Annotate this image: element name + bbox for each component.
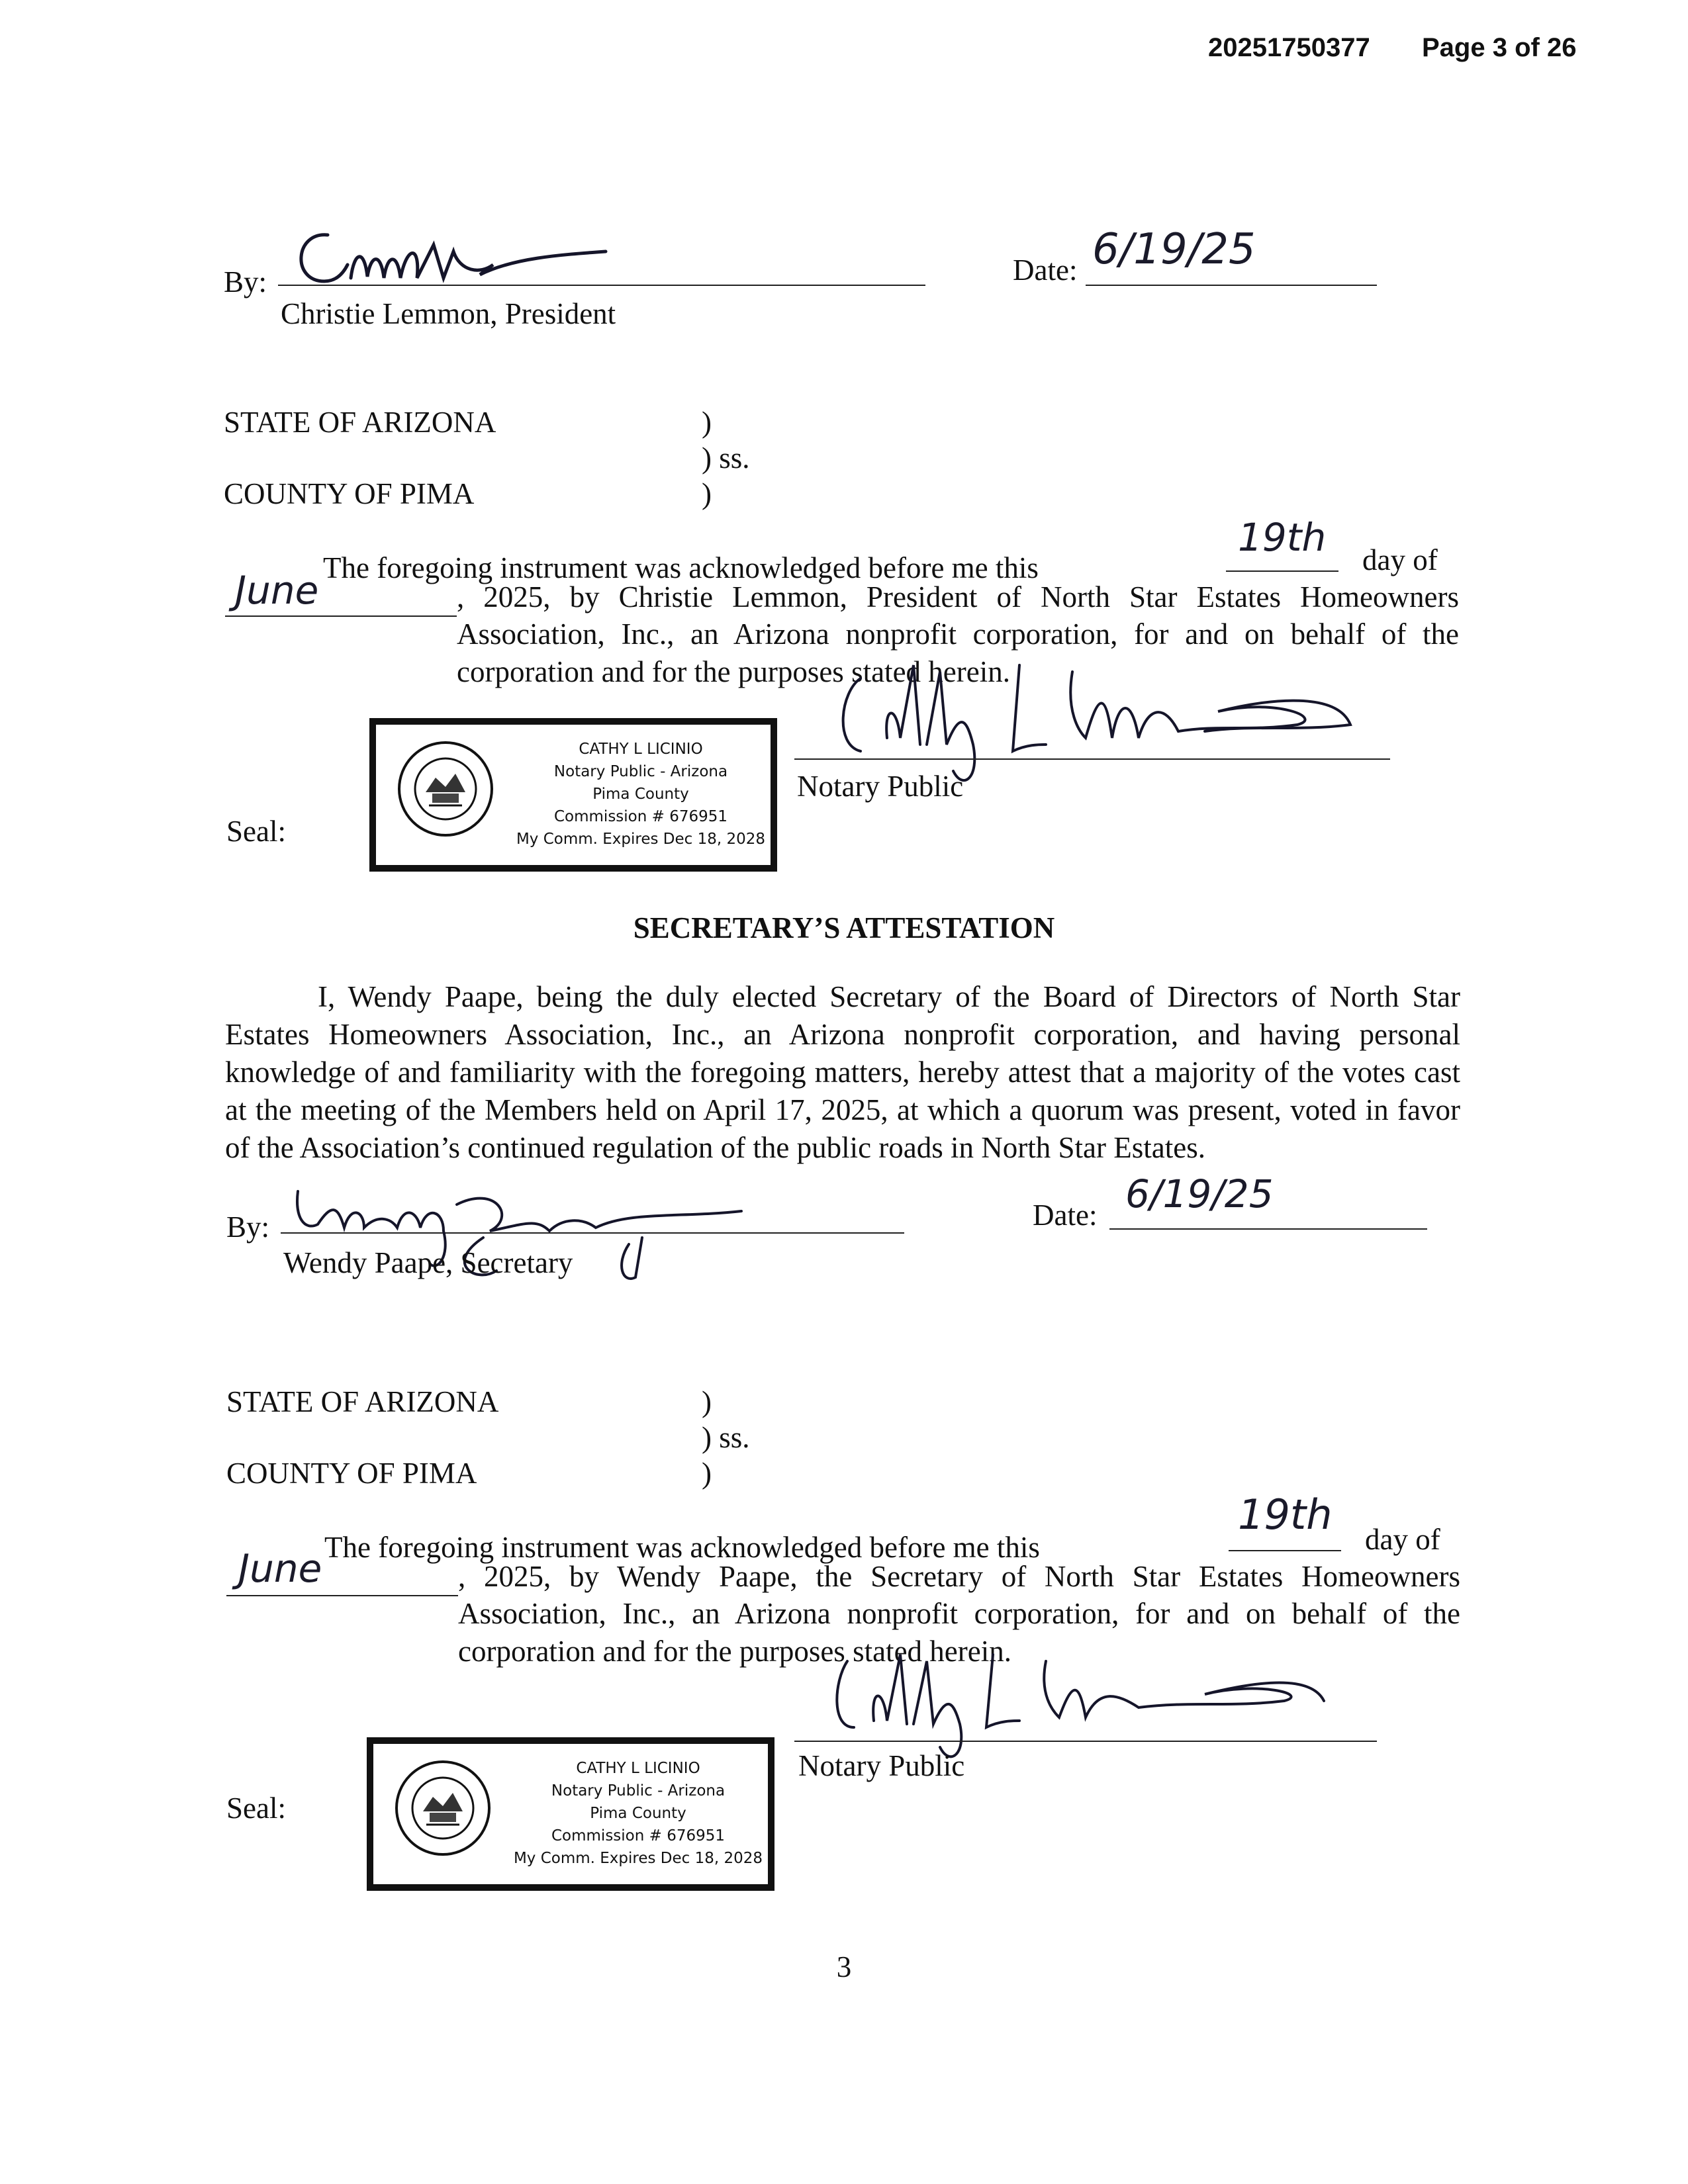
secretary-by-label: By: [226, 1210, 270, 1244]
president-signature [281, 218, 626, 298]
document-number: 20251750377 [1208, 33, 1370, 62]
notary-public-label-2: Notary Public [798, 1749, 965, 1782]
paren-1-2: ) [702, 1385, 712, 1418]
ack2-handwritten-day: 19th [1238, 1490, 1333, 1539]
ack2-text-start: The foregoing instrument was acknowledged before me this [324, 1531, 1040, 1564]
paren-3-2: ) [702, 1457, 712, 1490]
page-indicator: Page 3 of 26 [1422, 33, 1577, 62]
date-line [1086, 285, 1377, 286]
state-seal-icon [393, 1758, 492, 1858]
ack-text-start: The foregoing instrument was acknowledged before me this [323, 551, 1039, 584]
ack-text-day-of: day of [1362, 543, 1438, 576]
stamp-expires: My Comm. Expires Dec 18, 2028 [513, 1850, 763, 1867]
secretary-date-line [1109, 1228, 1427, 1230]
notary-public-label: Notary Public [797, 770, 964, 803]
handwritten-month: June [235, 568, 319, 613]
month-line [225, 615, 457, 617]
ss-label: ) ss. [702, 441, 750, 475]
stamp-name: CATHY L LICINIO [576, 1760, 700, 1777]
stamp-title: Notary Public - Arizona [551, 1782, 726, 1799]
notary-signature-line-2 [794, 1741, 1377, 1742]
stamp-commission: Commission # 676951 [551, 1827, 726, 1844]
seal-label: Seal: [226, 815, 286, 848]
paren-1: ) [702, 406, 712, 439]
state-seal-icon [396, 739, 495, 839]
stamp-title: Notary Public - Arizona [553, 763, 728, 780]
state-line: STATE OF ARIZONA [224, 406, 496, 439]
stamp-commission: Commission # 676951 [553, 808, 728, 825]
stamp-name: CATHY L LICINIO [579, 741, 703, 758]
state-line-2: STATE OF ARIZONA [226, 1385, 499, 1418]
date-label: Date: [1013, 253, 1078, 287]
signer-name: Christie Lemmon, President [281, 297, 616, 330]
secretary-handwritten-date: 6/19/25 [1125, 1171, 1274, 1216]
stamp-expires: My Comm. Expires Dec 18, 2028 [516, 831, 766, 848]
handwritten-date: 6/19/25 [1092, 225, 1256, 274]
by-label: By: [224, 265, 267, 298]
notary-signature-line [794, 758, 1390, 760]
attestation-title: SECRETARY’S ATTESTATION [633, 911, 1055, 944]
ack2-handwritten-month: June [238, 1546, 322, 1591]
stamp-county: Pima County [590, 1805, 686, 1822]
secretary-name: Wendy Paape, Secretary [283, 1246, 573, 1279]
stamp-county: Pima County [592, 786, 689, 803]
paren-3: ) [702, 477, 712, 510]
seal-label-2: Seal: [226, 1792, 286, 1825]
ack2-text-remainder: , 2025, by Wendy Paape, the Secretary of North Star Estates Homeowners Association, Inc., an Arizona nonprofit corporation, for and on behalf of the corporation and for the purposes stated herein. [458, 1560, 1460, 1668]
ss-label-2: ) ss. [702, 1421, 750, 1454]
handwritten-day: 19th [1238, 515, 1327, 560]
attestation-body: I, Wendy Paape, being the duly elected Secretary of the Board of Directors of North Star Estates Homeowners Association, Inc., an Arizona nonprofit corporation, and having personal knowledge of and familiarity with the foregoing matters, hereby attest that a majority of the votes cast at the meeting of the Members held on April 17, 2025, at which a quorum was present, voted in favor of the Association’s continued regulation of the public roads in North Star Estates. [225, 980, 1460, 1164]
ack2-text-day-of: day of [1365, 1523, 1440, 1556]
ack2-month-line [226, 1595, 458, 1596]
ack-text-remainder: , 2025, by Christie Lemmon, President of North Star Estates Homeowners Association, Inc., an Arizona nonprofit corporation, for and on behalf of the corporation and for the purposes stated herein. [457, 580, 1459, 688]
day-line [1226, 570, 1338, 572]
county-line: COUNTY OF PIMA [224, 477, 475, 510]
notary-stamp-2 [367, 1737, 774, 1891]
notary-signature [821, 652, 1476, 784]
page-number: 3 [836, 1950, 852, 1983]
secretary-date-label: Date: [1033, 1199, 1098, 1232]
notary-stamp [369, 718, 777, 872]
county-line-2: COUNTY OF PIMA [226, 1457, 477, 1490]
ack2-day-line [1229, 1550, 1341, 1551]
